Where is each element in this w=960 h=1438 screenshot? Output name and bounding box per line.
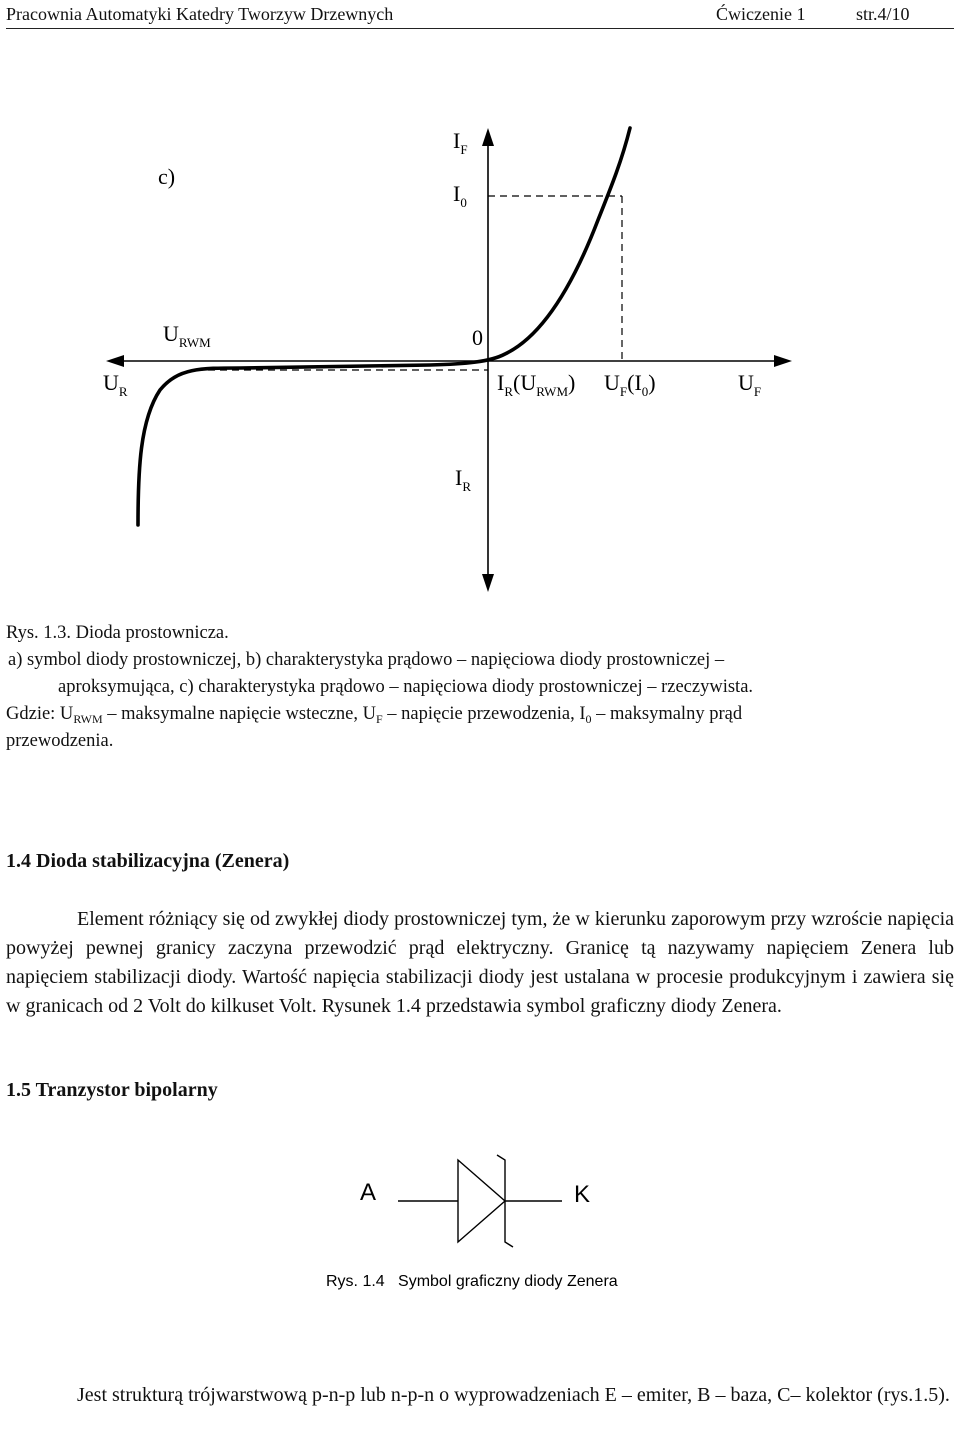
urwm-label: $U_{RWM}$ — [163, 321, 211, 350]
caption-line-3: aproksymująca, c) charakterystyka prądowo – napięciowa diody prostowniczej – rzeczywista. — [58, 677, 754, 697]
i0-label: $I_0$ — [453, 181, 467, 210]
uf-axis-label: $U_F$ — [738, 370, 762, 399]
ir-urwm-label: $I_R(U_{RWM})$ — [497, 370, 576, 399]
header-institution: Pracownia Automatyki Katedry Tworzyw Drzewnych — [6, 4, 394, 24]
caption-line-4: Gdzie: $U_{RWM}$ – maksymalne napięcie wsteczne, $U_F$ – napięcie przewodzenia, $I_0$ – maksymalny prąd — [6, 704, 743, 726]
cathode-label: K — [574, 1181, 591, 1208]
header-exercise: Ćwiczenie 1 — [716, 4, 806, 24]
ir-axis-label: $I_R$ — [455, 465, 471, 494]
axis-arrow-left-icon — [106, 355, 124, 367]
anode-label: A — [360, 1179, 377, 1206]
section-1-4-heading: 1.4 Dioda stabilizacyjna (Zenera) — [6, 850, 290, 872]
header-page-number: str.4/10 — [856, 4, 910, 24]
axis-arrow-down-icon — [482, 574, 494, 592]
diode-iv-characteristic-figure — [0, 110, 960, 610]
origin-label: 0 — [472, 325, 483, 350]
page-header — [6, 4, 954, 29]
ur-axis-label: $U_R$ — [103, 370, 128, 399]
zener-figure-caption: Rys. 1.4 Symbol graficzny diody Zenera — [326, 1273, 618, 1290]
panel-label: c) — [158, 164, 176, 189]
uf-i0-label: $U_F(I_0)$ — [604, 370, 656, 399]
axis-arrow-right-icon — [774, 355, 792, 367]
diode-triangle-icon — [458, 1160, 505, 1242]
iv-curve — [138, 128, 630, 525]
caption-line-2: a) symbol diody prostowniczej, b) charakterystyka prądowo – napięciowa diody prostowniczej – — [8, 650, 725, 670]
axis-arrow-up-icon — [482, 128, 494, 146]
if-axis-label: $I_F$ — [453, 128, 468, 157]
caption-line-5: przewodzenia. — [6, 731, 114, 751]
zener-diode-symbol-figure — [0, 1140, 960, 1300]
figure-caption-1-3 — [6, 620, 954, 755]
section-1-5-heading: 1.5 Tranzystor bipolarny — [6, 1079, 218, 1101]
caption-line-1: Rys. 1.3. Dioda prostownicza. — [6, 623, 229, 643]
transistor-paragraph: Jest strukturą trójwarstwową p-n-p lub n-p-n o wyprowadzeniach E – emiter, B – baza, C– kolektor (rys.1.5). — [77, 1384, 950, 1406]
section-1-4-paragraph: Element różniący się od zwykłej diody prostowniczej tym, że w kierunku zaporowym przy wzroście napięcia powyżej pewnej granicy zaczyna przewodzić prąd elektryczny. Granicę tą nazywamy napięciem Zenera lub napięciem stabilizacji diody. Wartość napięcia stabilizacji diody jest ustalana w procesie produkcyjnym i zawiera się w granicach od 2 Volt do kilkuset Volt. Rysunek 1.4 przedstawia symbol graficzny diody Zenera. — [6, 908, 954, 1017]
